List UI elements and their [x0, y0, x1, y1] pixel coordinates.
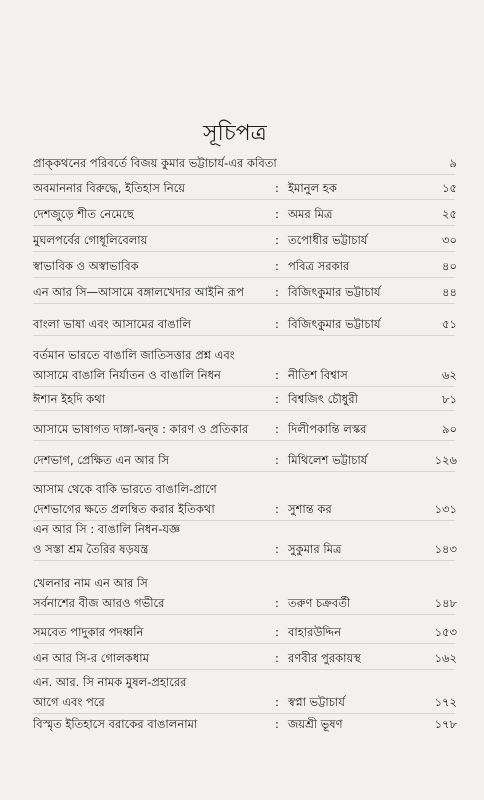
entry-author: বিশ্বজিৎ চৌধুরী	[288, 392, 358, 406]
entry-author: স্বপ্না ভট্টাচার্য	[288, 695, 345, 709]
entry-title: এন আর সি : বাঙালি নিধন-যজ্ঞ	[33, 522, 181, 536]
separator-colon: :	[275, 368, 279, 382]
page-title: সূচিপত্র	[203, 121, 267, 146]
entry-page-number: ৯	[449, 156, 457, 170]
entry-title: দেশভাগের ক্ষতে প্রলম্বিত করার ইতিকথা	[33, 502, 215, 516]
entry-page-number: ১৪৮	[434, 596, 457, 610]
separator-colon: :	[275, 233, 279, 247]
entry-page-number: ৪০	[442, 259, 457, 273]
entry-page-number: ১৪৩	[434, 542, 457, 556]
entry-title: আগে এবং পরে	[33, 695, 105, 709]
entry-page-number: ১৫	[442, 181, 457, 195]
entry-author: রণবীর পুরকায়স্থ	[288, 651, 361, 665]
entry-title: বাংলা ভাষা এবং আসামের বাঙালি	[33, 317, 191, 331]
entry-title: ঈশান ইহদি কথা	[33, 392, 106, 406]
separator-colon: :	[275, 596, 279, 610]
row-divider	[33, 410, 455, 411]
entry-page-number: ১৩১	[434, 502, 457, 516]
separator-colon: :	[275, 207, 279, 221]
entry-author: নীতিশ বিশ্বাস	[288, 368, 348, 382]
entry-page-number: ৮১	[442, 392, 457, 406]
entry-title: সমবেত পাদুকার পদধ্বনি	[33, 625, 144, 639]
entry-author: ইমানুল হক	[288, 181, 337, 195]
entry-title: আসাম থেকে বাকি ভারতে বাঙালি-প্রাণে	[33, 482, 217, 496]
separator-colon: :	[275, 695, 279, 709]
row-divider	[33, 669, 455, 670]
row-divider	[33, 303, 455, 304]
entry-title: খেলনার নাম এন আর সি	[33, 576, 148, 590]
entry-author: তরুণ চক্রবর্তী	[288, 596, 351, 610]
row-divider	[33, 335, 455, 336]
entry-author: দিলীপকান্তি লস্কর	[288, 422, 367, 436]
row-divider	[33, 713, 455, 714]
entry-title: অবমাননার বিরুদ্ধে, ইতিহাস নিয়ে	[33, 181, 186, 195]
row-divider	[33, 251, 455, 252]
entry-title: দেশজুড়ে শীত নেমেছে	[33, 207, 134, 221]
row-divider	[33, 199, 455, 200]
entry-page-number: ৪৪	[442, 285, 457, 299]
entry-author: পবিত্র সরকার	[288, 259, 350, 273]
entry-title: বর্তমান ভারতে বাঙালি জাতিসত্তার প্রশ্ন এবং	[33, 348, 235, 362]
row-divider	[33, 560, 455, 561]
entry-page-number: ১৭৮	[434, 717, 457, 731]
entry-author: বিজিৎকুমার ভট্টাচার্য	[288, 317, 381, 331]
entry-title: ও সস্তা শ্রম তৈরির ষড়যন্ত্র	[33, 542, 149, 556]
row-divider	[33, 614, 455, 615]
entry-page-number: ৩০	[442, 233, 457, 247]
row-divider	[33, 225, 455, 226]
entry-author: তপোধীর ভট্টাচার্য	[288, 233, 368, 247]
entry-page-number: ২৫	[442, 207, 457, 221]
row-divider	[33, 386, 455, 387]
separator-colon: :	[275, 502, 279, 516]
entry-author: মিথিলেশ ভট্টাচার্য	[288, 453, 368, 467]
separator-colon: :	[275, 422, 279, 436]
entry-page-number: ১৬২	[434, 651, 457, 665]
entry-page-number: ১২৬	[434, 453, 457, 467]
separator-colon: :	[275, 542, 279, 556]
entry-title: মুঘলপর্বের গোধূলিবেলায়	[33, 233, 148, 247]
separator-colon: :	[275, 717, 279, 731]
entry-page-number: ৯০	[442, 422, 457, 436]
entry-author: অমর মিত্র	[288, 207, 333, 221]
entry-page-number: ১৫৩	[434, 625, 457, 639]
row-divider	[33, 174, 455, 175]
entry-author: জয়শ্রী ভূষণ	[288, 717, 343, 731]
entry-title: সর্বনাশের বীজ আরও গভীরে	[33, 596, 165, 610]
entry-title: এন আর সি-র গোলকধাম	[33, 651, 149, 665]
entry-author: বাহারউদ্দিন	[288, 625, 342, 639]
row-divider	[33, 643, 455, 644]
entry-page-number: ৬২	[442, 368, 457, 382]
entry-author: সুশান্ত কর	[288, 502, 332, 516]
row-divider	[33, 471, 455, 472]
row-divider	[33, 440, 455, 441]
entry-title: বিস্মৃত ইতিহাসে বরাকের বাঙালনামা	[33, 717, 198, 731]
entry-title: স্বাভাবিক ও অস্বাভাবিক	[33, 259, 139, 273]
separator-colon: :	[275, 181, 279, 195]
entry-title: আসামে বাঙালি নির্যাতন ও বাঙালি নিধন	[33, 368, 221, 382]
separator-colon: :	[275, 625, 279, 639]
entry-page-number: ৫১	[442, 317, 457, 331]
entry-title: এন আর সি—আসামে বঙ্গালখেদার আইনি রূপ	[33, 285, 244, 299]
row-divider	[33, 277, 455, 278]
entry-title: দেশভাগ, প্রেক্ষিত এন আর সি	[33, 453, 169, 467]
entry-page-number: ১৭২	[434, 695, 457, 709]
separator-colon: :	[275, 453, 279, 467]
separator-colon: :	[275, 651, 279, 665]
entry-author: বিজিৎকুমার ভট্টাচার্য	[288, 285, 381, 299]
separator-colon: :	[275, 259, 279, 273]
separator-colon: :	[275, 285, 279, 299]
separator-colon: :	[275, 392, 279, 406]
entry-author: সুকুমার মিত্র	[288, 542, 342, 556]
entry-title: এন. আর. সি নামক মুষল-প্রহারের	[33, 675, 187, 689]
separator-colon: :	[275, 317, 279, 331]
entry-title: আসামে ভাষাগত দাঙ্গা-দ্বন্দ্ব : কারণ ও প্রতিকার	[33, 422, 249, 436]
entry-title: প্রাক্‌কথনের পরিবর্তে বিজয় কুমার ভট্টাচার্য-এর কবিতা	[33, 156, 277, 170]
